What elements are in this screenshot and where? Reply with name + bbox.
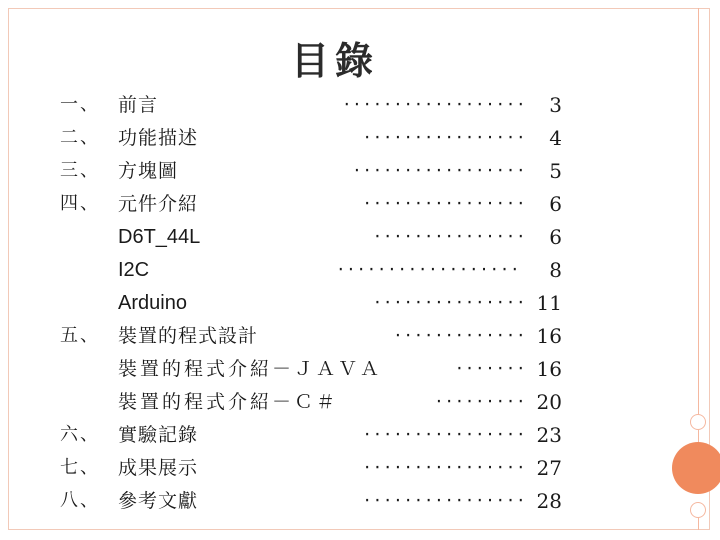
toc-entry-label: 裝置的程式介紹－ＪＡＶＡ: [118, 358, 383, 380]
toc-entry-label: 前言: [118, 94, 159, 116]
toc-page-number: 5: [549, 159, 562, 183]
toc-leader-dots: ‧‧‧‧‧‧‧‧‧‧‧‧‧‧‧‧: [364, 193, 528, 215]
toc-entry-label: Arduino: [118, 292, 187, 314]
toc-entry-label: 成果展示: [118, 457, 199, 479]
toc-page-number: 23: [536, 423, 562, 447]
toc-page-number: 20: [536, 390, 562, 414]
toc-page-number: 28: [536, 489, 562, 513]
toc-entry-label: 裝置的程式介紹－Ｃ＃: [118, 391, 339, 413]
toc-entry-d6t-44l[interactable]: [0, 220, 720, 254]
toc-entry-number: 一、: [60, 94, 100, 115]
toc-leader-dots: ‧‧‧‧‧‧‧‧‧‧‧‧‧‧‧: [374, 226, 528, 248]
toc-leader-dots: ‧‧‧‧‧‧‧‧‧‧‧‧‧‧‧‧‧: [353, 160, 528, 182]
toc-entry-number: 三、: [60, 160, 100, 181]
toc-page-number: 16: [536, 324, 562, 348]
toc-entry-label: 實驗記錄: [118, 424, 199, 446]
toc-leader-dots: ‧‧‧‧‧‧‧‧‧‧‧‧‧‧‧‧‧‧: [343, 94, 528, 116]
toc-entry-number: 六、: [60, 424, 100, 445]
toc-leader-dots: ‧‧‧‧‧‧‧‧‧‧‧‧‧‧‧‧: [364, 127, 528, 149]
toc-leader-dots: ‧‧‧‧‧‧‧‧‧‧‧‧‧: [394, 325, 528, 347]
toc-entry-label: 方塊圖: [118, 160, 179, 182]
toc-entry-results[interactable]: [0, 451, 720, 485]
toc-entry-label: 參考文獻: [118, 490, 199, 512]
toc-leader-dots: ‧‧‧‧‧‧‧‧‧‧‧‧‧‧‧‧: [364, 457, 528, 479]
toc-entry-preface[interactable]: [0, 88, 720, 122]
toc-page-number: 11: [536, 291, 562, 315]
toc-entry-function-description[interactable]: [0, 121, 720, 155]
toc-entry-number: 四、: [60, 193, 100, 214]
toc-entry-experiment-log[interactable]: [0, 418, 720, 452]
toc-leader-dots: ‧‧‧‧‧‧‧‧‧‧‧‧‧‧‧‧‧‧: [337, 259, 522, 281]
toc-entry-label: D6T_44L: [118, 226, 201, 248]
toc-entry-label: I2C: [118, 259, 150, 281]
toc-leader-dots: ‧‧‧‧‧‧‧‧‧‧‧‧‧‧‧: [374, 292, 528, 314]
toc-entry-number: 二、: [60, 127, 100, 148]
toc-entry-csharp[interactable]: [0, 385, 720, 419]
toc-entry-java[interactable]: [0, 352, 720, 386]
toc-entry-components[interactable]: [0, 187, 720, 221]
toc-leader-dots: ‧‧‧‧‧‧‧: [456, 358, 528, 380]
toc-page-number: 6: [549, 192, 562, 216]
toc-leader-dots: ‧‧‧‧‧‧‧‧‧‧‧‧‧‧‧‧: [364, 490, 528, 512]
toc-page-number: 27: [536, 456, 562, 480]
toc-page-number: 3: [549, 93, 562, 117]
toc-leader-dots: ‧‧‧‧‧‧‧‧‧‧‧‧‧‧‧‧: [364, 424, 528, 446]
toc-page-number: 16: [536, 357, 562, 381]
page-title: 目錄: [290, 39, 379, 83]
toc-entry-number: 五、: [60, 325, 100, 346]
toc-entry-number: 七、: [60, 457, 100, 478]
toc-entry-label: 功能描述: [118, 127, 199, 149]
toc-entry-block-diagram[interactable]: [0, 154, 720, 188]
toc-leader-dots: ‧‧‧‧‧‧‧‧‧: [435, 391, 528, 413]
toc-entry-label: 裝置的程式設計: [118, 325, 259, 347]
toc-entry-i2c[interactable]: [0, 253, 720, 287]
toc-entry-number: 八、: [60, 490, 100, 511]
toc-page-number: 8: [549, 258, 562, 282]
toc-page-number: 6: [549, 225, 562, 249]
toc-page-number: 4: [549, 126, 562, 150]
toc-entry-arduino[interactable]: [0, 286, 720, 320]
toc-entry-label: 元件介紹: [118, 193, 199, 215]
toc-entry-references[interactable]: [0, 484, 720, 518]
toc-entry-device-programming[interactable]: [0, 319, 720, 353]
